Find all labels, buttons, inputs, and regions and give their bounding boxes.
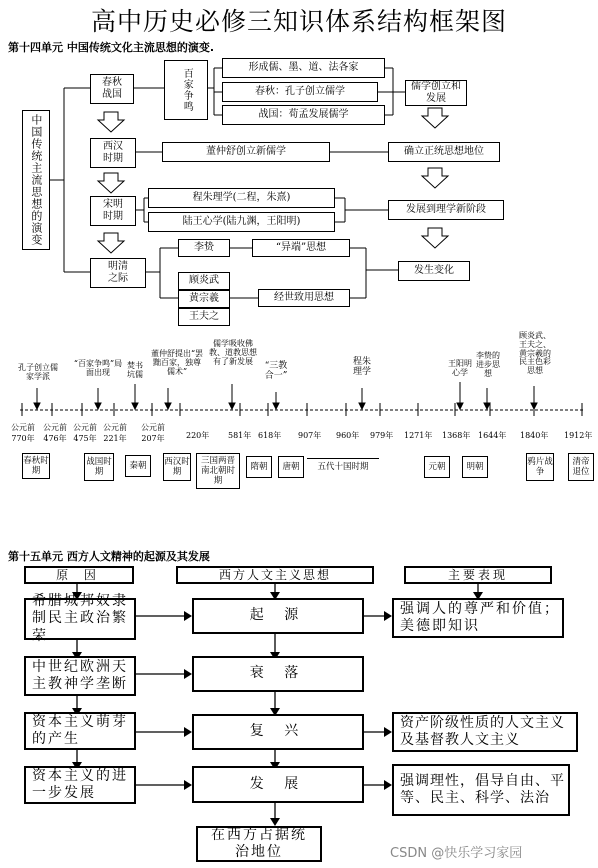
era-tang: 唐朝 bbox=[278, 456, 304, 478]
tl-year-1: 公元前770年 bbox=[11, 423, 35, 443]
tl-label-1: 孔子创立儒家学派 bbox=[18, 363, 58, 381]
header-causes: 原 因 bbox=[24, 566, 134, 584]
ming-result: 发生变化 bbox=[398, 261, 470, 281]
period-xihan: 西汉时期 bbox=[90, 138, 136, 168]
tl-label-8: 王阳明心学 bbox=[448, 359, 472, 377]
page-title: 高中历史必修三知识体系结构框架图 bbox=[90, 7, 507, 36]
bj-item-1: 形成儒、墨、道、法各家 bbox=[222, 58, 385, 78]
period-chunqiu: 春秋战国 bbox=[90, 74, 134, 104]
ming-yiduan: “异端”思想 bbox=[252, 239, 350, 257]
tl-year-13: 1368年 bbox=[442, 431, 471, 440]
era-zhanguo: 战国时期 bbox=[84, 453, 114, 481]
song-result: 发展到理学新阶段 bbox=[388, 200, 504, 220]
tl-label-9: 李贽的进步思想 bbox=[476, 351, 500, 378]
unit14-heading: 第十四单元 中国传统文化主流思想的演变. bbox=[8, 41, 215, 54]
era-yuan: 元朝 bbox=[424, 456, 450, 478]
cause-1: 希腊城邦奴隶制民主政治繁荣 bbox=[24, 598, 136, 640]
baijia-box: 百家争鸣 bbox=[164, 60, 208, 120]
era-sui: 隋朝 bbox=[246, 456, 272, 478]
header-humanism: 西方人文主义思想 bbox=[176, 566, 374, 584]
han-item: 董仲舒创立新儒学 bbox=[162, 142, 330, 162]
bj-item-3: 战国：荀孟发展儒学 bbox=[222, 105, 385, 125]
unit15-heading: 第十五单元 西方人文精神的起源及其发展 bbox=[8, 550, 210, 563]
bj-item-2: 春秋：孔子创立儒学 bbox=[222, 82, 378, 102]
tl-label-2: “百家争鸣”局面出现 bbox=[73, 359, 123, 377]
tl-year-11: 979年 bbox=[370, 431, 394, 440]
song-item-2: 陆王心学(陆九渊，王阳明) bbox=[148, 212, 335, 232]
tl-label-10: 顾炎武、王夫之、黄宗羲的民主色彩思想 bbox=[519, 331, 551, 376]
cause-4: 资本主义的进一步发展 bbox=[24, 766, 136, 804]
stage-revival: 复 兴 bbox=[192, 714, 364, 750]
tl-year-4: 公元前221年 bbox=[103, 423, 127, 443]
tl-year-7: 581年 bbox=[228, 431, 252, 440]
bj-result: 儒学创立和发展 bbox=[405, 80, 467, 106]
tl-year-15: 1840年 bbox=[520, 431, 549, 440]
era-ming: 明朝 bbox=[462, 456, 488, 478]
era-wudai: 五代十国时期 bbox=[307, 458, 379, 476]
tl-year-6: 220年 bbox=[186, 431, 210, 440]
period-songming: 宋明时期 bbox=[90, 196, 136, 226]
watermark: CSDN @快乐学习家园 bbox=[390, 846, 523, 861]
tl-label-5: 儒学吸收佛教、道教思想有了新发展 bbox=[209, 339, 257, 366]
tl-year-3: 公元前475年 bbox=[73, 423, 97, 443]
cause-3: 资本主义萌芽的产生 bbox=[24, 712, 136, 750]
ming-thinker-1: 顾炎武 bbox=[178, 272, 230, 290]
tl-label-6: “三教合一” bbox=[264, 361, 288, 381]
tl-year-10: 960年 bbox=[336, 431, 360, 440]
tl-label-7: 程朱理学 bbox=[352, 357, 371, 377]
stage-development: 发 展 bbox=[192, 766, 364, 803]
manifest-2: 资产阶级性质的人文主义及基督教人文主义 bbox=[392, 712, 578, 752]
final-status: 在西方占据统治地位 bbox=[196, 826, 322, 862]
song-item-1: 程朱理学(二程，朱熹) bbox=[148, 188, 335, 208]
manifest-1: 强调人的尊严和价值；美德即知识 bbox=[392, 598, 564, 638]
tl-year-2: 公元前476年 bbox=[43, 423, 67, 443]
era-xihan: 西汉时期 bbox=[163, 453, 191, 481]
tl-label-4: 董仲舒提出“罢黜百家，独尊儒术” bbox=[150, 349, 204, 376]
ming-thinker-2: 黄宗羲 bbox=[178, 290, 230, 308]
han-result: 确立正统思想地位 bbox=[388, 142, 500, 162]
ming-lizhi: 李贽 bbox=[178, 239, 230, 257]
main-theme-box: 中国传统主流思想的演变 bbox=[22, 110, 50, 250]
tl-year-5: 公元前207年 bbox=[141, 423, 165, 443]
tl-label-3: 焚书坑儒 bbox=[127, 361, 143, 379]
tl-year-9: 907年 bbox=[298, 431, 322, 440]
era-qing: 清帝退位 bbox=[568, 453, 594, 481]
tl-year-12: 1271年 bbox=[404, 431, 433, 440]
period-mingqing: 明清之际 bbox=[90, 258, 146, 288]
tl-year-14: 1644年 bbox=[478, 431, 507, 440]
tl-year-16: 1912年 bbox=[564, 431, 593, 440]
ming-thinker-3: 王夫之 bbox=[178, 308, 230, 326]
era-chunqiu: 春秋时期 bbox=[22, 453, 50, 479]
era-sanguo: 三国两晋南北朝时期 bbox=[196, 453, 240, 489]
stage-origin: 起 源 bbox=[192, 598, 364, 634]
era-qin: 秦朝 bbox=[125, 455, 151, 477]
manifest-3: 强调理性，倡导自由、平等、民主、科学、法治 bbox=[392, 764, 570, 816]
ming-jingshi: 经世致用思想 bbox=[258, 289, 350, 307]
era-yapian: 鸦片战争 bbox=[526, 453, 554, 481]
tl-year-8: 618年 bbox=[258, 431, 282, 440]
header-manifest: 主要表现 bbox=[404, 566, 552, 584]
stage-decline: 衰 落 bbox=[192, 656, 364, 692]
cause-2: 中世纪欧洲天主教神学垄断 bbox=[24, 656, 136, 696]
